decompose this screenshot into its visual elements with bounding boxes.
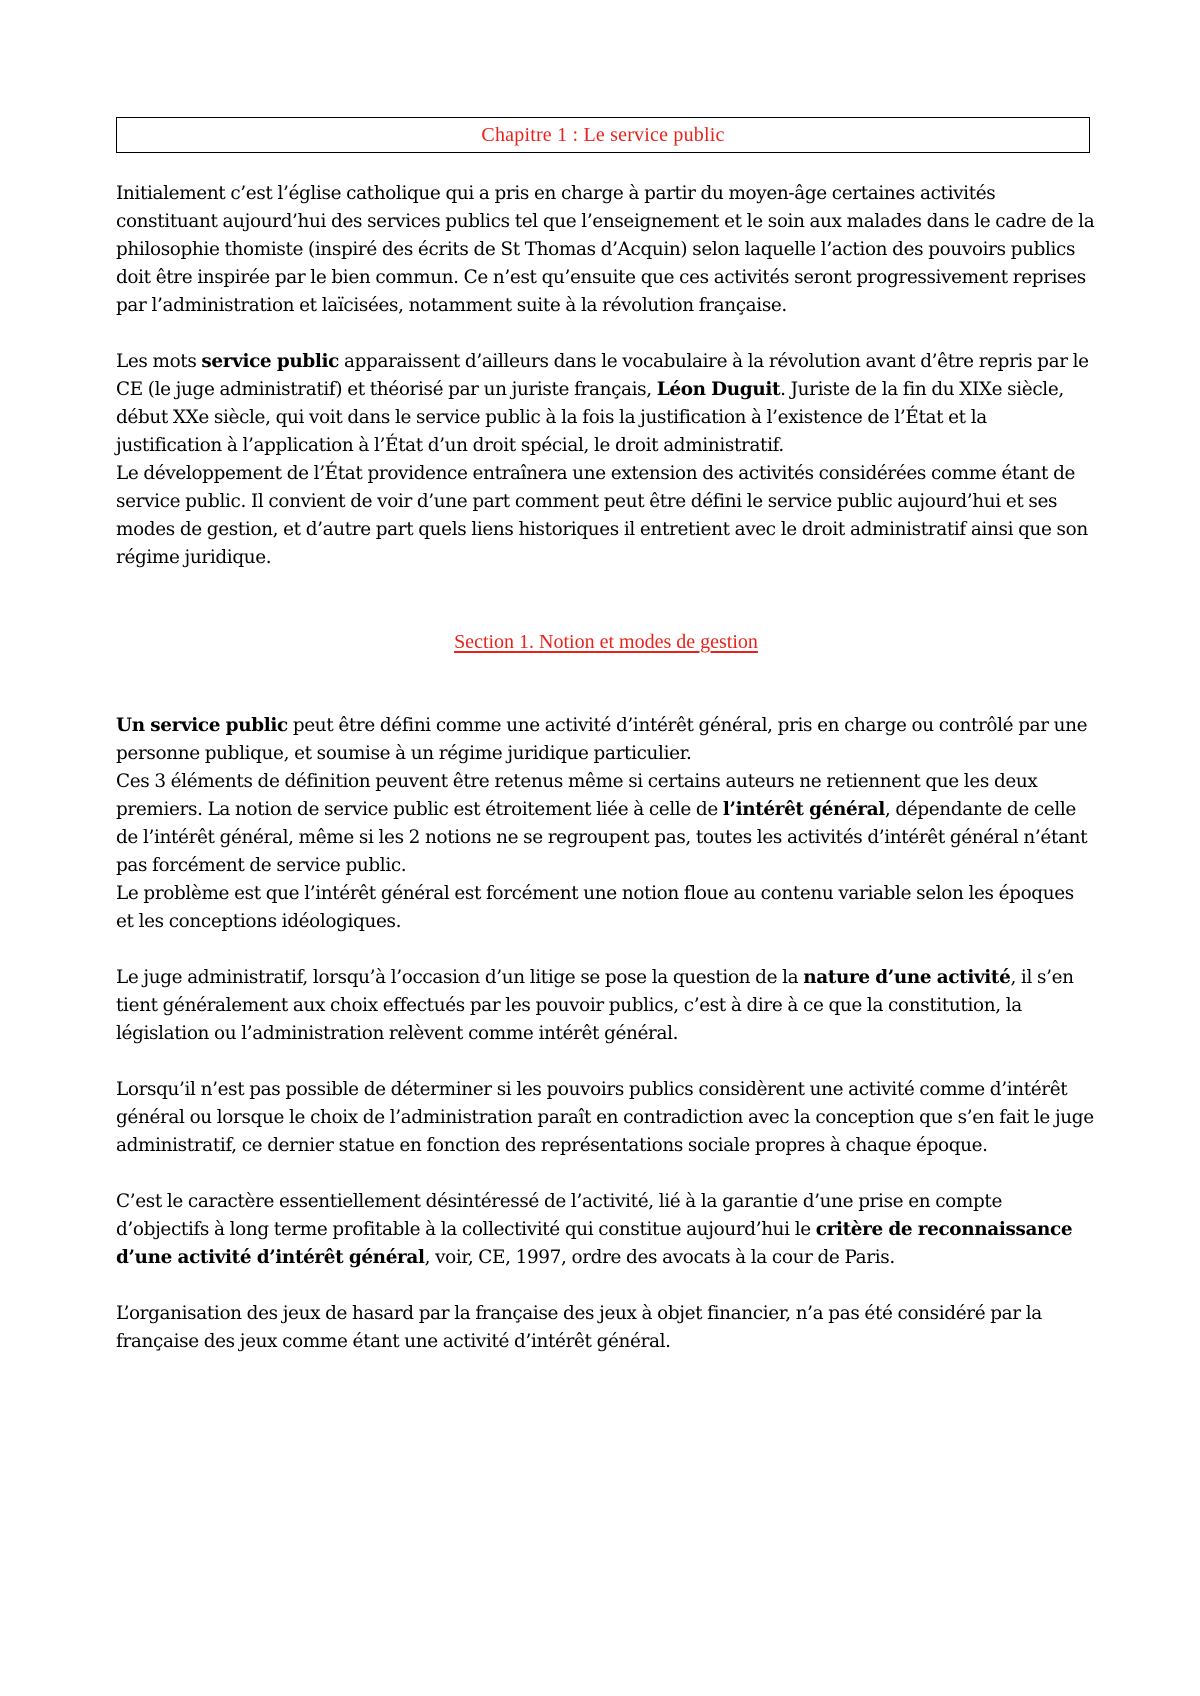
section-paragraph-4 — [116, 964, 1096, 1048]
section-p2-text-c: , dépendante de celle de l’intérêt général, même si les 2 notions ne se regroupent pas, toutes les activités d’intérêt général n’étant pas forcément de service public. — [116, 799, 1088, 876]
intro-paragraph-1 — [116, 180, 1096, 320]
section-p6-bold: critère de reconnaissance d’une activité d’intérêt général — [116, 1219, 1073, 1268]
section-p1-bold: Un service public — [116, 715, 288, 736]
intro-paragraph-2 — [116, 348, 1096, 460]
section-title: Section 1. Notion et modes de gestion — [454, 631, 758, 653]
section-p4-text-c: , il s’en tient généralement aux choix effectués par les pouvoir publics, c’est à dire à ce que la constitution, la législation ou l’administration relèvent comme intérêt général. — [116, 967, 1074, 1044]
intro-p2-bold-service-public: service public — [201, 351, 339, 372]
intro-paragraph-3 — [116, 460, 1096, 572]
intro-p3-text: Le développement de l’État providence entraînera une extension des activités considérées comme étant de service public. Il convient de voir d’une part comment peut être défini le service public aujourd’hui et ses modes de gestion, et d’autre part quels liens historiques il entretient avec le droit administratif ainsi que son régime juridique. — [116, 463, 1088, 568]
section-p5-text: Lorsqu’il n’est pas possible de déterminer si les pouvoirs publics considèrent une activité comme d’intérêt général ou lorsque le choix de l’administration paraît en contradiction avec la conception que s’en fait le juge administratif, ce dernier statue en fonction des représentations sociale propres à chaque époque. — [116, 1079, 1094, 1156]
document-page — [116, 0, 1096, 1356]
chapter-title: Chapitre 1 : Le service public — [481, 123, 725, 146]
intro-p2-text-a: Les mots — [116, 351, 202, 372]
section-paragraph-6 — [116, 1188, 1096, 1272]
section-p4-bold: nature d’une activité — [803, 967, 1011, 988]
section-paragraph-5 — [116, 1076, 1096, 1160]
section-p6-text-a: C’est le caractère essentiellement désintéressé de l’activité, lié à la garantie d’une prise en compte d’objectifs à long terme profitable à la collectivité qui constitue aujourd’hui le — [116, 1191, 1002, 1240]
section-p2-bold: l’intérêt général — [722, 799, 885, 820]
section-paragraph-3 — [116, 880, 1096, 936]
section-p3-text: Le problème est que l’intérêt général est forcément une notion floue au contenu variable selon les époques et les conceptions idéologiques. — [116, 883, 1074, 932]
section-p7-text: L’organisation des jeux de hasard par la française des jeux à objet financier, n’a pas été considéré par la française des jeux comme étant une activité d’intérêt général. — [116, 1303, 1042, 1352]
section-p4-text-a: Le juge administratif, lorsqu’à l’occasion d’un litige se pose la question de la — [116, 967, 804, 988]
section-paragraph-7 — [116, 1300, 1096, 1356]
intro-p2-text-e: . Juriste de la fin du XIXe siècle, début XXe siècle, qui voit dans le service public à la fois la justification à l’existence de l’État et la justification à l’application à l’État d’un droit spécial, le droit administratif. — [116, 379, 1064, 456]
section-p1-text: peut être défini comme une activité d’intérêt général, pris en charge ou contrôlé par une personne publique, et soumise à un régime juridique particulier. — [116, 715, 1088, 764]
intro-p2-text-c: apparaissent d’ailleurs dans le vocabulaire à la révolution avant d’être repris par le CE (le juge administratif) et théorisé par un juriste français, — [116, 351, 1089, 400]
intro-p1-text: Initialement c’est l’église catholique qui a pris en charge à partir du moyen-âge certaines activités constituant aujourd’hui des services publics tel que l’enseignement et le soin aux malades dans le cadre de la philosophie thomiste (inspiré des écrits de St Thomas d’Acquin) selon laquelle l’action des pouvoirs publics doit être inspirée par le bien commun. Ce n’est qu’ensuite que ces activités seront progressivement reprises par l’administration et laïcisées, notamment suite à la révolution française. — [116, 183, 1095, 316]
section-heading — [116, 628, 1096, 656]
section-p2-text-a: Ces 3 éléments de définition peuvent être retenus même si certains auteurs ne retiennent que les deux premiers. La notion de service public est étroitement liée à celle de — [116, 771, 1038, 820]
section-paragraph-1 — [116, 712, 1096, 768]
section-paragraph-2 — [116, 768, 1096, 880]
section-p6-text-c: , voir, CE, 1997, ordre des avocats à la cour de Paris. — [424, 1247, 895, 1268]
intro-p2-bold-leon-duguit: Léon Duguit — [656, 379, 781, 400]
chapter-title-box — [116, 117, 1090, 153]
